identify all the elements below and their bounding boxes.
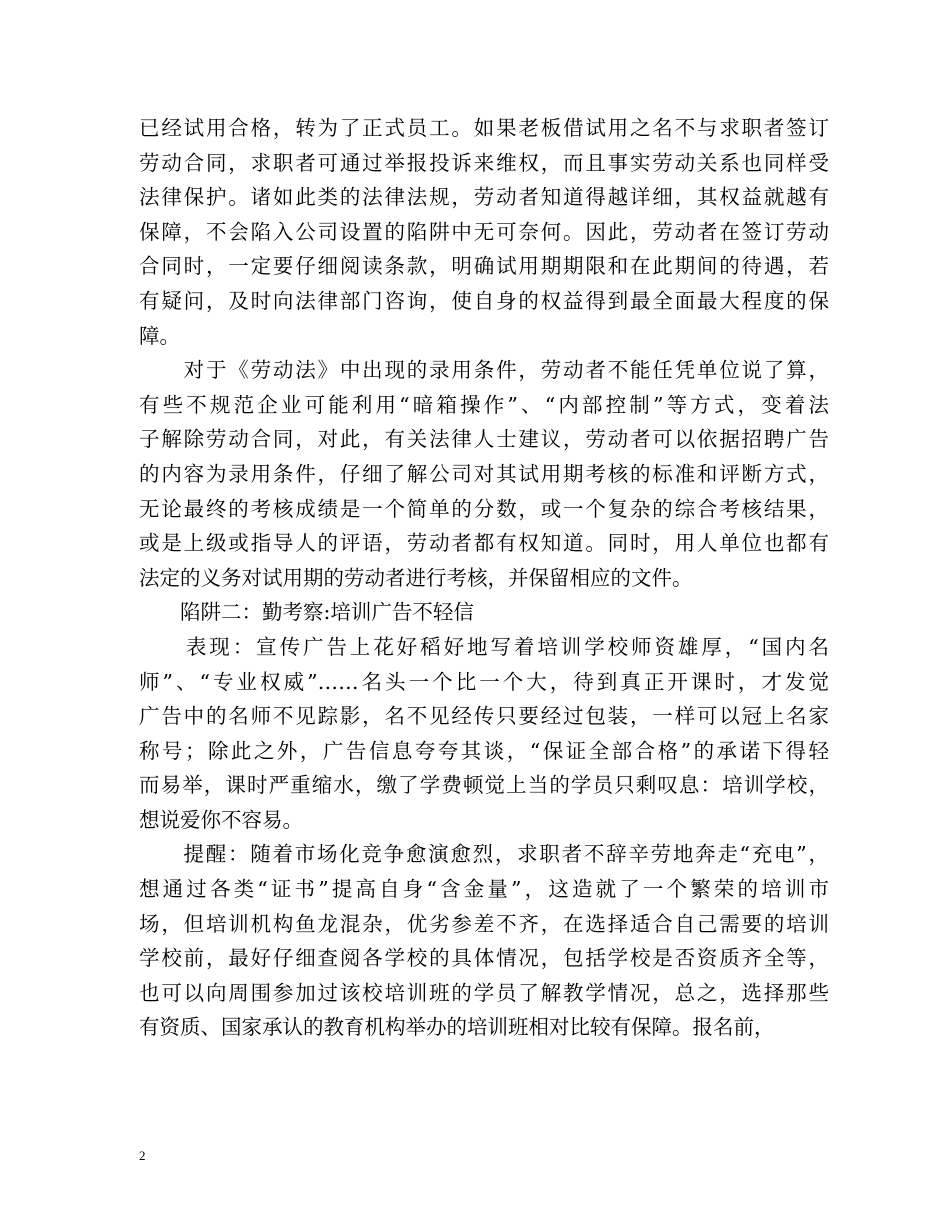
text-line: 的内容为录用条件，仔细了解公司对其试用期考核的标准和评断方式， — [139, 461, 829, 486]
text-line: 师”、“专业权威”……名头一个比一个大，待到真正开课时，才发觉 — [139, 669, 829, 694]
text-line: 对于《劳动法》中出现的录用条件，劳动者不能任凭单位说了算， — [139, 358, 829, 383]
paragraph — [139, 630, 829, 838]
text-line: 合同时，一定要仔细阅读条款，明确试用期期限和在此期间的待遇，若 — [139, 254, 829, 279]
text-line: 无论最终的考核成绩是一个简单的分数，或一个复杂的综合考核结果， — [139, 496, 829, 521]
text-line: 提醒：随着市场化竞争愈演愈烈，求职者不辞辛劳地奔走“充电”， — [139, 842, 829, 867]
text-line: 陷阱二：勤考察:培训广告不轻信 — [139, 600, 474, 625]
text-line: 想说爱你不容易。 — [139, 807, 303, 832]
text-line: 已经试用合格，转为了正式员工。如果老板借试用之名不与求职者签订 — [139, 116, 829, 140]
text-line: 障。 — [139, 323, 180, 348]
text-line: 想通过各类“证书”提高自身“含金量”，这造就了一个繁荣的培训市 — [139, 877, 829, 902]
paragraph — [139, 353, 829, 595]
page-number: 2 — [139, 1148, 146, 1163]
text-line: 保障，不会陷入公司设置的陷阱中无可奈何。因此，劳动者在签订劳动 — [139, 219, 829, 244]
text-line: 场，但培训机构鱼龙混杂，优劣参差不齐，在选择适合自己需要的培训 — [139, 911, 829, 936]
body-text — [139, 111, 829, 1045]
paragraph — [139, 111, 829, 353]
text-line: 广告中的名师不见踪影，名不见经传只要经过包装，一样可以冠上名家 — [139, 704, 829, 729]
paragraph — [139, 595, 829, 630]
text-line: 称号；除此之外，广告信息夸夸其谈，“保证全部合格”的承诺下得轻 — [139, 738, 829, 763]
text-line: 有疑问，及时向法律部门咨询，使自身的权益得到最全面最大程度的保 — [139, 288, 829, 313]
text-line: 表现：宣传广告上花好稻好地写着培训学校师资雄厚，“国内名 — [139, 634, 829, 659]
text-line: 法定的义务对试用期的劳动者进行考核，并保留相应的文件。 — [139, 565, 693, 590]
paragraph — [139, 837, 829, 1045]
text-line: 也可以向周围参加过该校培训班的学员了解教学情况，总之，选择那些 — [139, 980, 829, 1005]
text-line: 学校前，最好仔细查阅各学校的具体情况，包括学校是否资质齐全等， — [139, 946, 829, 971]
text-line: 子解除劳动合同，对此，有关法律人士建议，劳动者可以依据招聘广告 — [139, 427, 829, 452]
text-line: 法律保护。诸如此类的法律法规，劳动者知道得越详细，其权益就越有 — [139, 185, 829, 210]
text-line: 劳动合同，求职者可通过举报投诉来维权，而且事实劳动关系也同样受 — [139, 150, 829, 175]
text-line: 而易举，课时严重缩水，缴了学费顿觉上当的学员只剩叹息：培训学校， — [139, 773, 829, 798]
text-line: 或是上级或指导人的评语，劳动者都有权知道。同时，用人单位也都有 — [139, 531, 829, 556]
text-line: 有些不规范企业可能利用“暗箱操作”、“内部控制”等方式，变着法 — [139, 392, 829, 417]
text-line: 有资质、国家承认的教育机构举办的培训班相对比较有保障。报名前， — [139, 1015, 775, 1040]
